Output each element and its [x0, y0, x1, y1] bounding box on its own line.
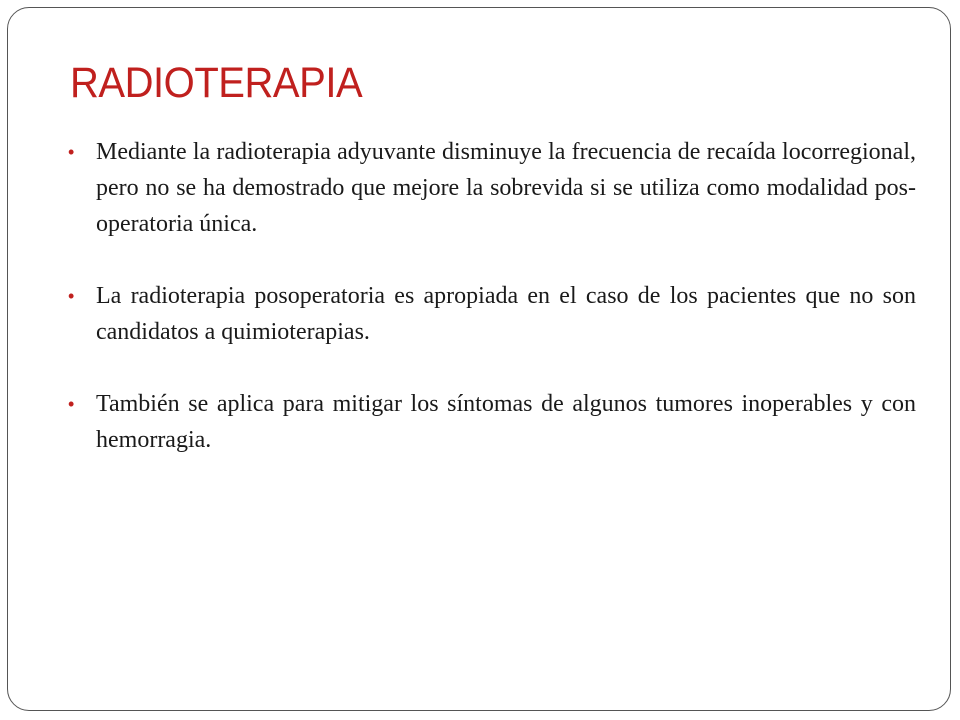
bullet-text: La radioterapia posoperatoria es apropiada en el caso de los pacientes que no son candidatos a quimioterapias.	[96, 283, 916, 345]
slide-title: RADIOTERAPIA	[70, 59, 363, 107]
bullet-marker-icon: •	[68, 142, 75, 162]
bullet-marker-icon: •	[68, 394, 75, 414]
bullet-item	[68, 278, 916, 350]
bullet-item	[68, 134, 916, 242]
bullet-list	[68, 134, 916, 494]
bullet-text: Mediante la radioterapia adyuvante disminuye la frecuencia de recaída locorregional, pero no se ha demostrado que mejore la sobrevida si se utiliza como modalidad pos-operatoria única.	[96, 139, 916, 237]
bullet-text: También se aplica para mitigar los síntomas de algunos tumores inoperables y con hemorragia.	[96, 391, 916, 453]
bullet-item	[68, 386, 916, 458]
slide-frame	[7, 7, 951, 711]
bullet-marker-icon: •	[68, 286, 75, 306]
